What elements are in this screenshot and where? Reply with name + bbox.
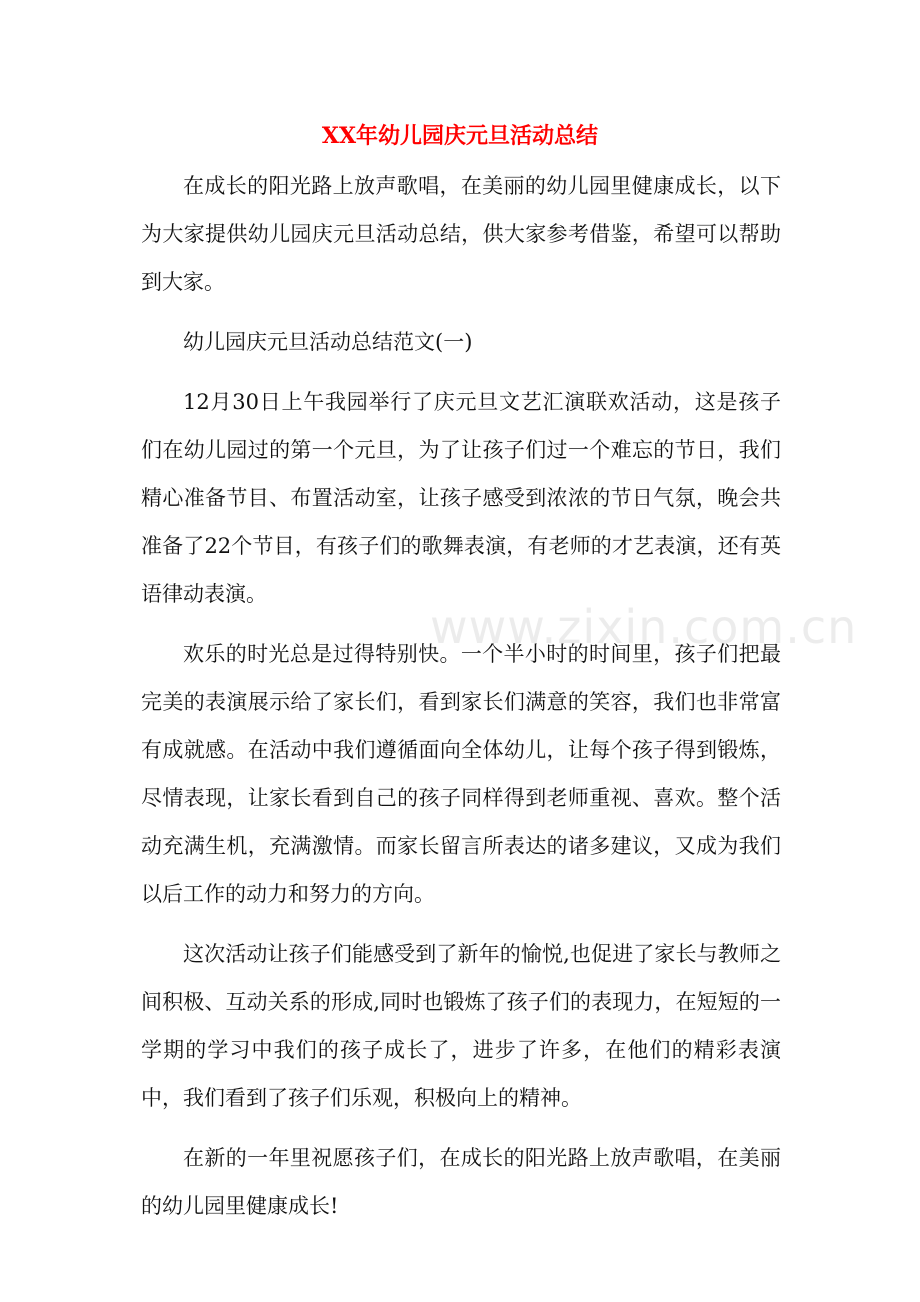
document-title: XX年幼儿园庆元旦活动总结 bbox=[321, 123, 599, 149]
body-paragraph: 12月30日上午我园举行了庆元旦文艺汇演联欢活动，这是孩子们在幼儿园过的第一个元旦，为了让孩子们过一个难忘的节日，我们精心准备节目、布置活动室，让孩子感受到浓浓的节日气氛，晚会共准备了22个节目，有孩子们的歌舞表演，有老师的才艺表演，还有英语律动表演。 bbox=[141, 390, 781, 606]
body-paragraph: 欢乐的时光总是过得特别快。一个半小时的时间里，孩子们把最完美的表演展示给了家长们，看到家长们满意的笑容，我们也非常富有成就感。在活动中我们遵循面向全体幼儿，让每个孩子得到锻炼，尽情表现，让家长看到自己的孩子同样得到老师重视、喜欢。整个活动充满生机，充满激情。而家长留言所表达的诸多建议，又成为我们以后工作的动力和努力的方向。 bbox=[141, 642, 781, 906]
intro-paragraph: 在成长的阳光路上放声歌唱，在美丽的幼儿园里健康成长，以下为大家提供幼儿园庆元旦活动总结，供大家参考借鉴，希望可以帮助到大家。 bbox=[141, 174, 781, 294]
section-heading: 幼儿园庆元旦活动总结范文(一) bbox=[183, 330, 473, 354]
watermark: www.zixin.com.cn bbox=[430, 600, 858, 654]
body-paragraph: 这次活动让孩子们能感受到了新年的愉悦,也促进了家长与教师之间积极、互动关系的形成,同时也锻炼了孩子们的表现力，在短短的一学期的学习中我们的孩子成长了，进步了许多，在他们的精彩表演中，我们看到了孩子们乐观，积极向上的精神。 bbox=[141, 942, 781, 1110]
closing-paragraph: 在新的一年里祝愿孩子们，在成长的阳光路上放声歌唱，在美丽的幼儿园里健康成长! bbox=[141, 1146, 781, 1218]
document-body bbox=[141, 162, 781, 1242]
